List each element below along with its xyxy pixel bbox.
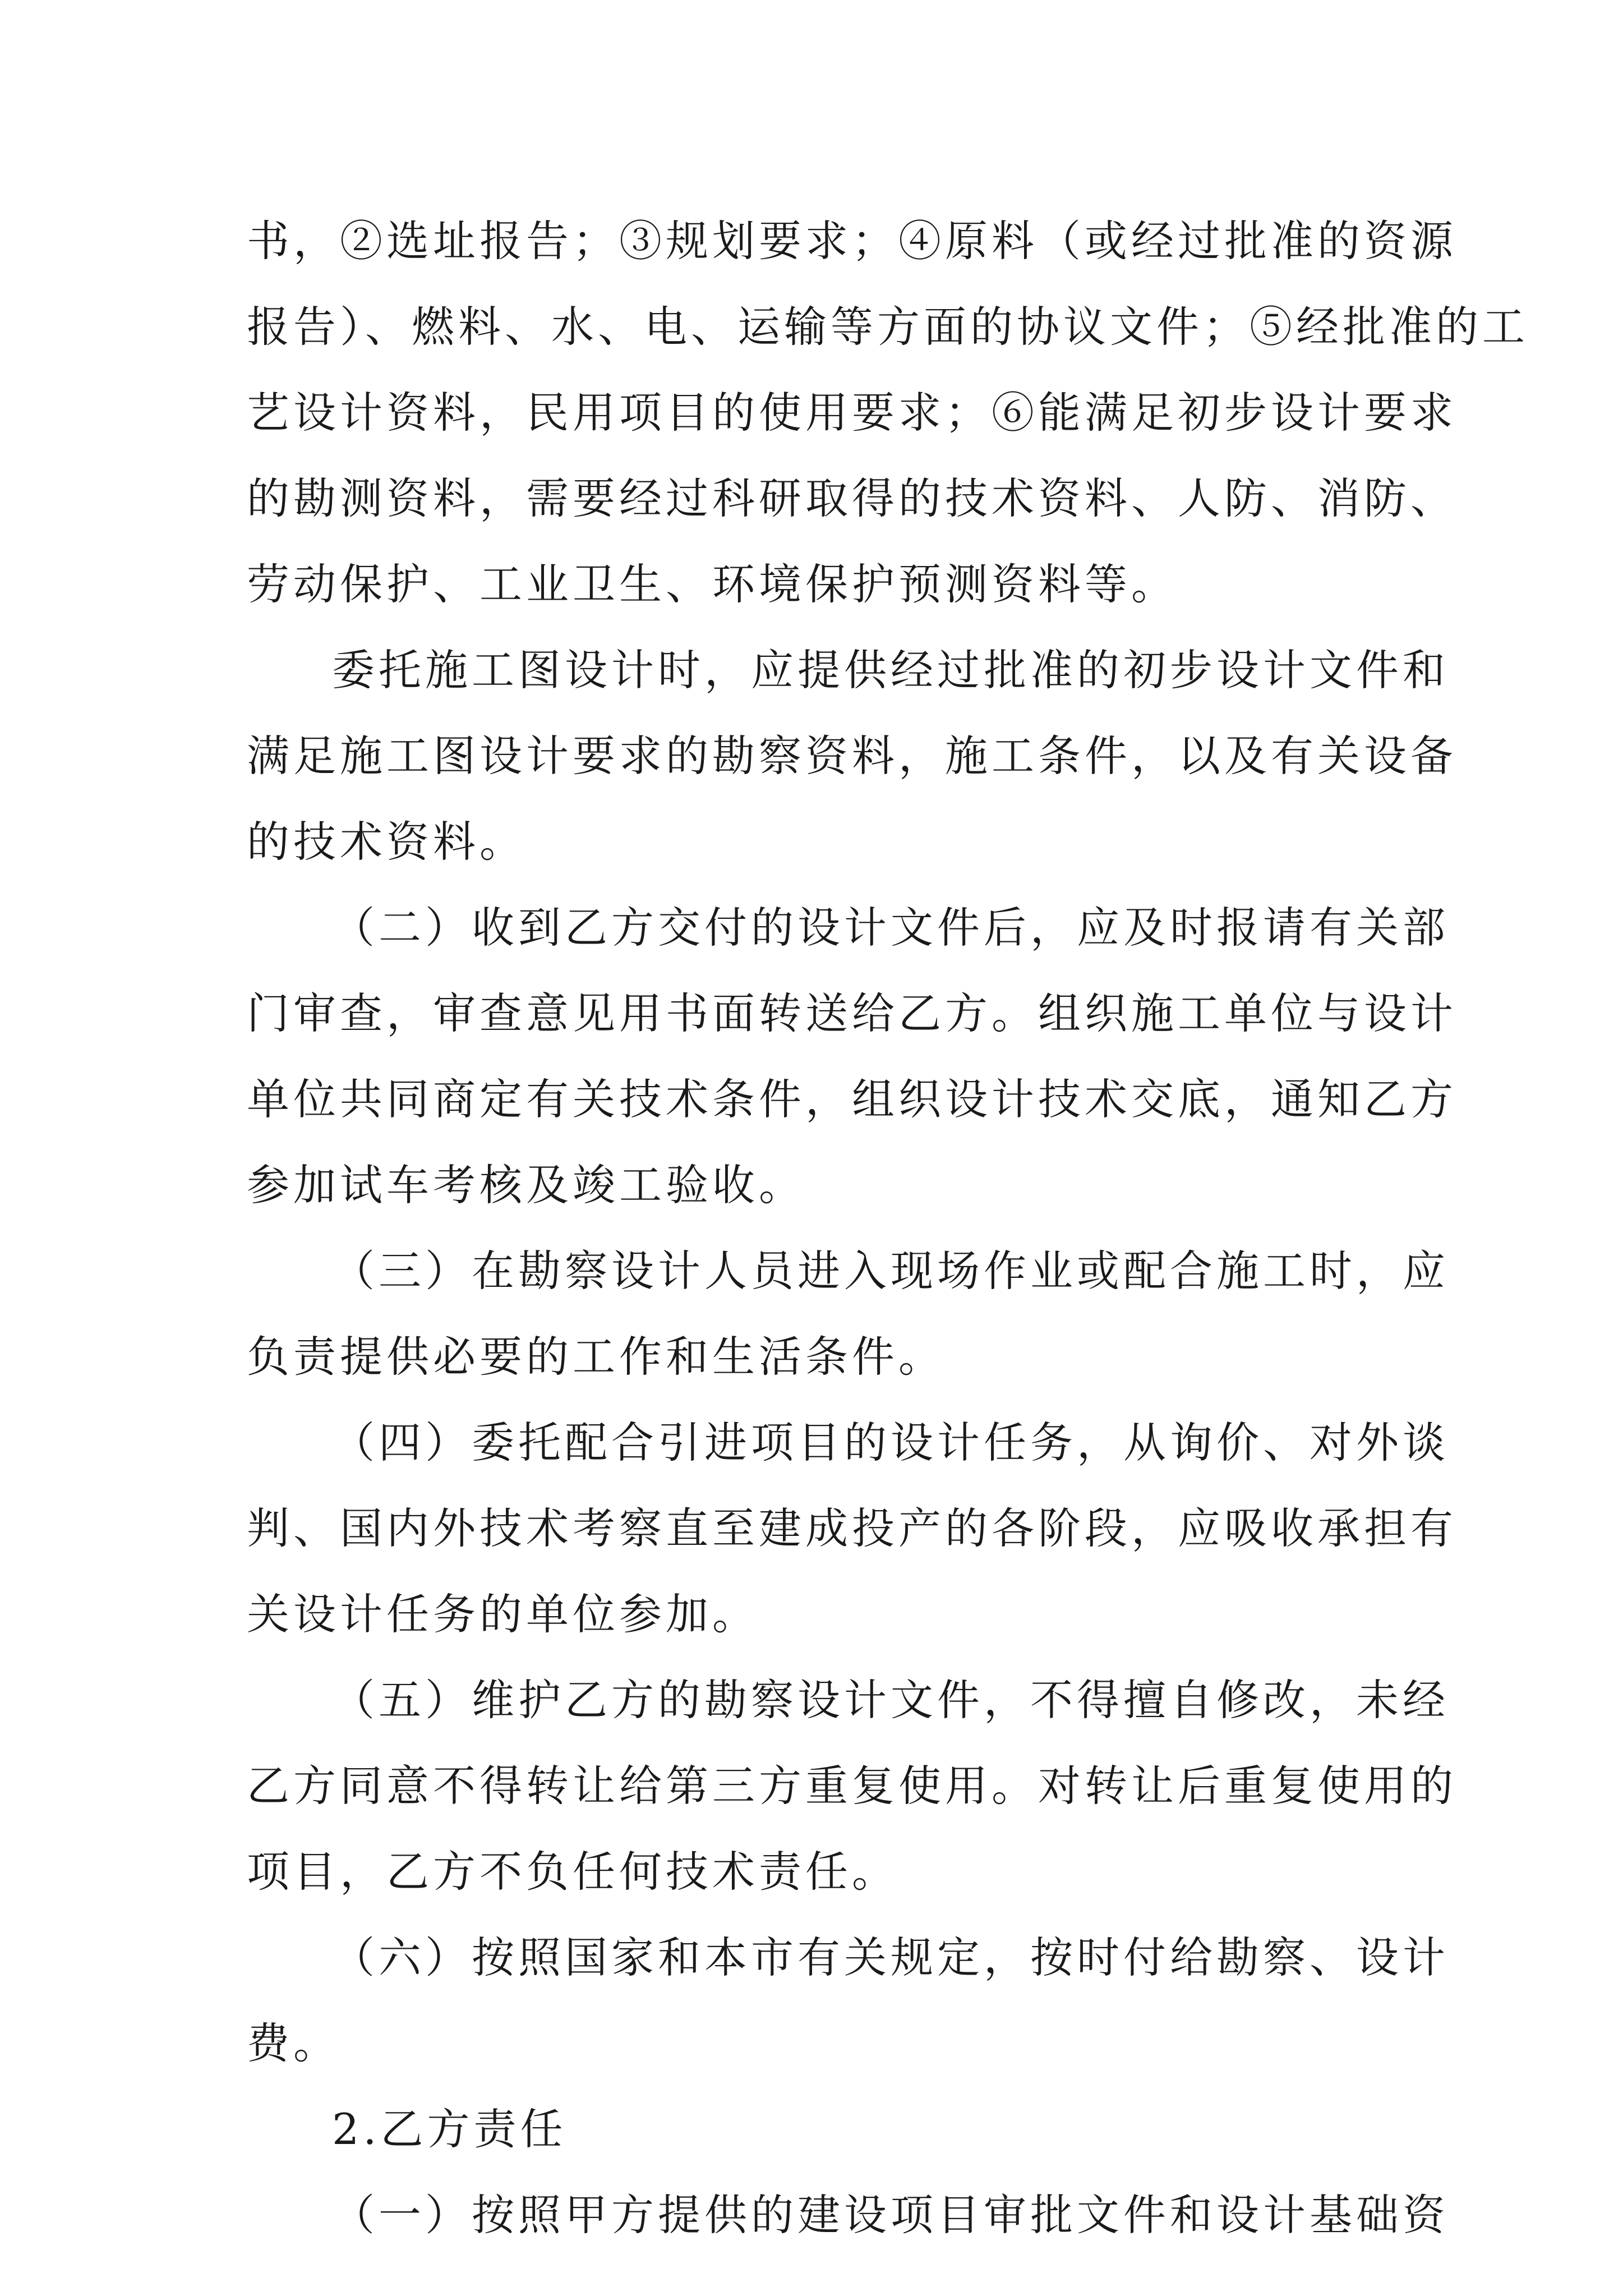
text-line: 单位共同商定有关技术条件，组织设计技术交底，通知乙方 <box>247 1074 1457 1124</box>
text-line: 门审查，审查意见用书面转送给乙方。组织施工单位与设计 <box>247 988 1457 1038</box>
text-line: （三）在勘察设计人员进入现场作业或配合施工时，应 <box>332 1246 1449 1296</box>
section-heading: 2.乙方责任 <box>332 2104 567 2154</box>
text-line: 判、国内外技术考察直至建成投产的各阶段，应吸收承担有 <box>247 1503 1457 1553</box>
text-line: 满足施工图设计要求的勘察资料，施工条件，以及有关设备 <box>247 731 1457 781</box>
text-line: 艺设计资料，民用项目的使用要求；⑥能满足初步设计要求 <box>247 388 1457 438</box>
text-line: 的技术资料。 <box>247 817 526 867</box>
text-line: 费。 <box>247 2018 340 2068</box>
text-line: （四）委托配合引进项目的设计任务，从询价、对外谈 <box>332 1418 1449 1467</box>
text-line: 的勘测资料，需要经过科研取得的技术资料、人防、消防、 <box>247 473 1457 523</box>
text-line: （五）维护乙方的勘察设计文件，不得擅自修改，未经 <box>332 1675 1449 1725</box>
text-line: 劳动保护、工业卫生、环境保护预测资料等。 <box>247 559 1178 609</box>
text-line: 项目，乙方不负任何技术责任。 <box>247 1847 898 1897</box>
text-line: 报告）、燃料、水、电、运输等方面的协议文件；⑤经批准的工 <box>247 302 1529 352</box>
text-line: 参加试车考核及竣工验收。 <box>247 1160 805 1210</box>
text-line: 负责提供必要的工作和生活条件。 <box>247 1332 945 1382</box>
text-line: （一）按照甲方提供的建设项目审批文件和设计基础资 <box>332 2190 1449 2240</box>
text-line: （六）按照国家和本市有关规定，按时付给勘察、设计 <box>332 1932 1449 1982</box>
text-line: 委托施工图设计时，应提供经过批准的初步设计文件和 <box>332 645 1449 695</box>
text-line: 乙方同意不得转让给第三方重复使用。对转让后重复使用的 <box>247 1761 1457 1811</box>
text-line: 关设计任务的单位参加。 <box>247 1589 759 1639</box>
text-line: （二）收到乙方交付的设计文件后，应及时报请有关部 <box>332 903 1449 953</box>
text-line: 书，②选址报告；③规划要求；④原料（或经过批准的资源 <box>247 216 1457 266</box>
